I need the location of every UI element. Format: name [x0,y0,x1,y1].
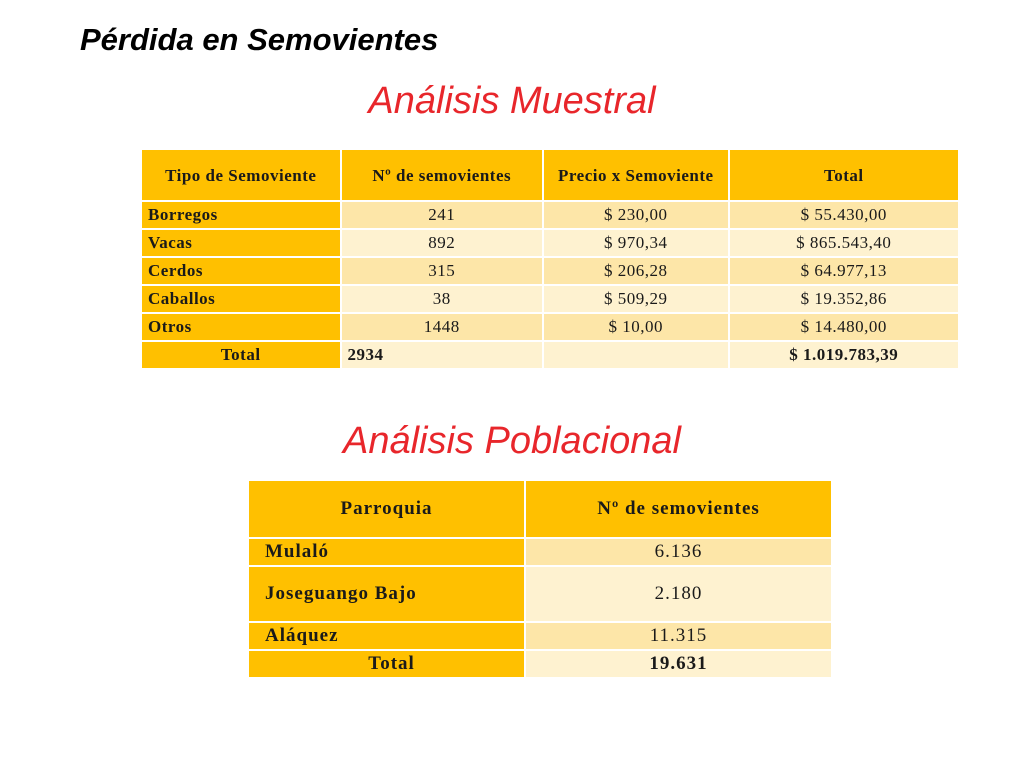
parroquia-cell: Mulaló [248,538,525,566]
total-precio [543,341,729,369]
precio-cell: $ 10,00 [543,313,729,341]
numero-cell: 6.136 [525,538,832,566]
numero-cell: 1448 [341,313,544,341]
total-label: Total [141,341,341,369]
tipo-cell: Caballos [141,285,341,313]
total-label: Total [248,650,525,678]
precio-cell: $ 206,28 [543,257,729,285]
tipo-cell: Vacas [141,229,341,257]
column-header: Precio x Semoviente [543,149,729,201]
total-numero: 2934 [341,341,544,369]
muestral-section-title: Análisis Muestral [368,80,656,122]
table-total-row [141,341,959,369]
page-title: Pérdida en Semovientes [80,22,439,57]
table-row [248,622,832,650]
total-amount: $ 1.019.783,39 [729,341,959,369]
precio-cell: $ 509,29 [543,285,729,313]
numero-cell: 11.315 [525,622,832,650]
numero-cell: 892 [341,229,544,257]
table-row [141,201,959,229]
column-header: Parroquia [248,480,525,538]
tipo-cell: Borregos [141,201,341,229]
poblacional-section-title: Análisis Poblacional [343,420,681,462]
table-row [248,538,832,566]
numero-cell: 2.180 [525,566,832,622]
table-header-row [248,480,832,538]
numero-cell: 315 [341,257,544,285]
total-numero: 19.631 [525,650,832,678]
precio-cell: $ 970,34 [543,229,729,257]
poblacional-table [247,479,833,679]
table-row [141,285,959,313]
precio-cell: $ 230,00 [543,201,729,229]
table-total-row [248,650,832,678]
total-cell: $ 64.977,13 [729,257,959,285]
table-row [141,313,959,341]
table-row [248,566,832,622]
table-row [141,257,959,285]
parroquia-cell: Aláquez [248,622,525,650]
parroquia-cell: Joseguango Bajo [248,566,525,622]
column-header: Nº de semovientes [525,480,832,538]
total-cell: $ 865.543,40 [729,229,959,257]
muestral-table [140,148,960,370]
table-header-row [141,149,959,201]
total-cell: $ 55.430,00 [729,201,959,229]
table-row [141,229,959,257]
column-header: Total [729,149,959,201]
tipo-cell: Otros [141,313,341,341]
numero-cell: 38 [341,285,544,313]
column-header: Tipo de Semoviente [141,149,341,201]
tipo-cell: Cerdos [141,257,341,285]
total-cell: $ 19.352,86 [729,285,959,313]
numero-cell: 241 [341,201,544,229]
column-header: Nº de semovientes [341,149,544,201]
total-cell: $ 14.480,00 [729,313,959,341]
